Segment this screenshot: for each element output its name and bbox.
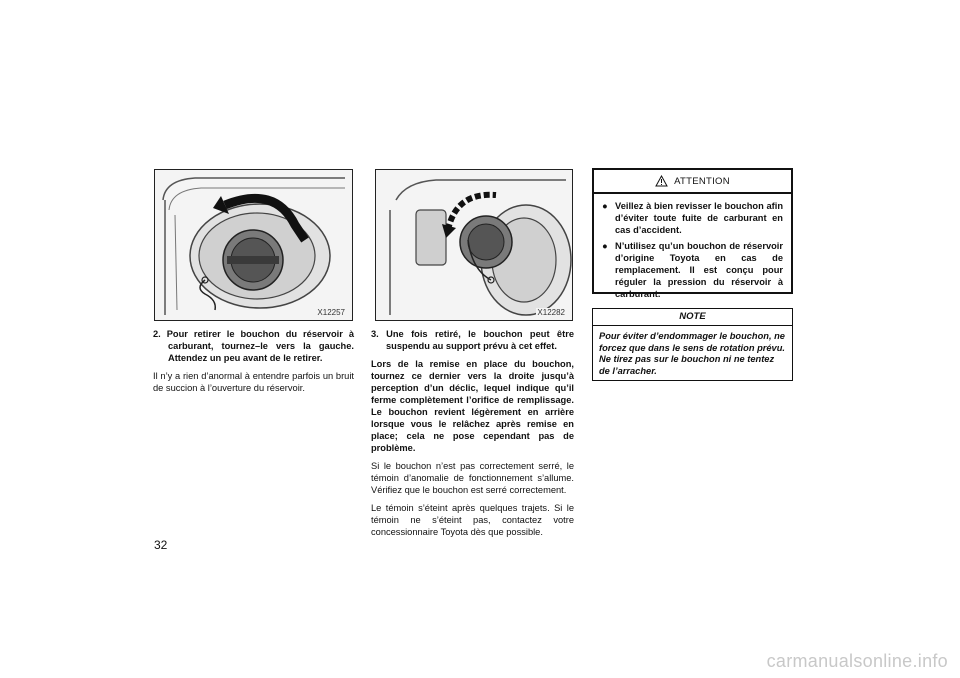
list-item: [602, 240, 783, 300]
bullet-icon: ●: [602, 201, 608, 211]
note-box: [592, 308, 793, 381]
attention-list: [594, 194, 791, 300]
figure-code: X12282: [537, 308, 565, 317]
attention-header: [594, 170, 791, 194]
note-title: NOTE: [593, 309, 792, 326]
figure-remove-cap: [154, 169, 353, 321]
bullet-icon: ●: [602, 241, 608, 251]
warning-triangle-icon: [655, 175, 668, 187]
middle-text-column: [371, 328, 574, 544]
step-3-text: 3. Une fois retiré, le bouchon peut être suspendu au support prévu à cet effet.: [371, 329, 574, 351]
step-2-text: 2. Pour retirer le bouchon du réservoir à carburant, tournez–le vers la gauche. Attendez un peu avant de le retirer.: [153, 329, 354, 363]
attention-item-text: Veillez à bien revisser le bouchon afin d’éviter toute fuite de carburant en cas d’accident.: [615, 201, 783, 235]
attention-title: ATTENTION: [674, 175, 730, 187]
note-text: Pour éviter d’endommager le bouchon, ne forcez que dans le sens de rotation prévu. Ne tirez pas sur le bouchon ni ne tentez de l’arracher.: [599, 331, 785, 376]
list-item: [602, 200, 783, 236]
figure-code: X12257: [317, 308, 345, 317]
attention-item-text: N’utilisez qu’un bouchon de réservoir d’origine Toyota en cas de remplacement. Il est conçu pour réguler la pression du réservoir à carburant.: [615, 241, 783, 299]
attention-box: [592, 168, 793, 299]
left-text-column: [153, 328, 354, 400]
paragraph-contact-dealer: Le témoin s’éteint après quelques trajets. Si le témoin ne s’éteint pas, contactez votre concessionnaire Toyota dès que possible.: [371, 503, 574, 537]
paragraph-warning-light: Si le bouchon n’est pas correctement serré, le témoin d’anomalie de fonctionnement s’allume. Vérifiez que le bouchon est serré correctement.: [371, 461, 574, 495]
fuel-cap-turn-left-illustration: [155, 170, 352, 320]
fuel-cap-on-holder-illustration: [376, 170, 572, 320]
figure-cap-holder: [375, 169, 573, 321]
page-number: 32: [154, 538, 168, 552]
watermark: carmanualsonline.info: [766, 651, 948, 671]
paragraph-noise-note: Il n’y a rien d’anormal à entendre parfois un bruit de succion à l’ouverture du réservoir.: [153, 371, 354, 393]
paragraph-reinstall: Lors de la remise en place du bouchon, tournez ce dernier vers la droite jusqu’à perception d’un déclic, lequel indique qu’il ferme complètement l’orifice de remplissage. Le bouchon revient légèrement en arrière lorsque vous le relâchez après remise en place; cela ne pose cependant pas de problème.: [371, 359, 574, 453]
